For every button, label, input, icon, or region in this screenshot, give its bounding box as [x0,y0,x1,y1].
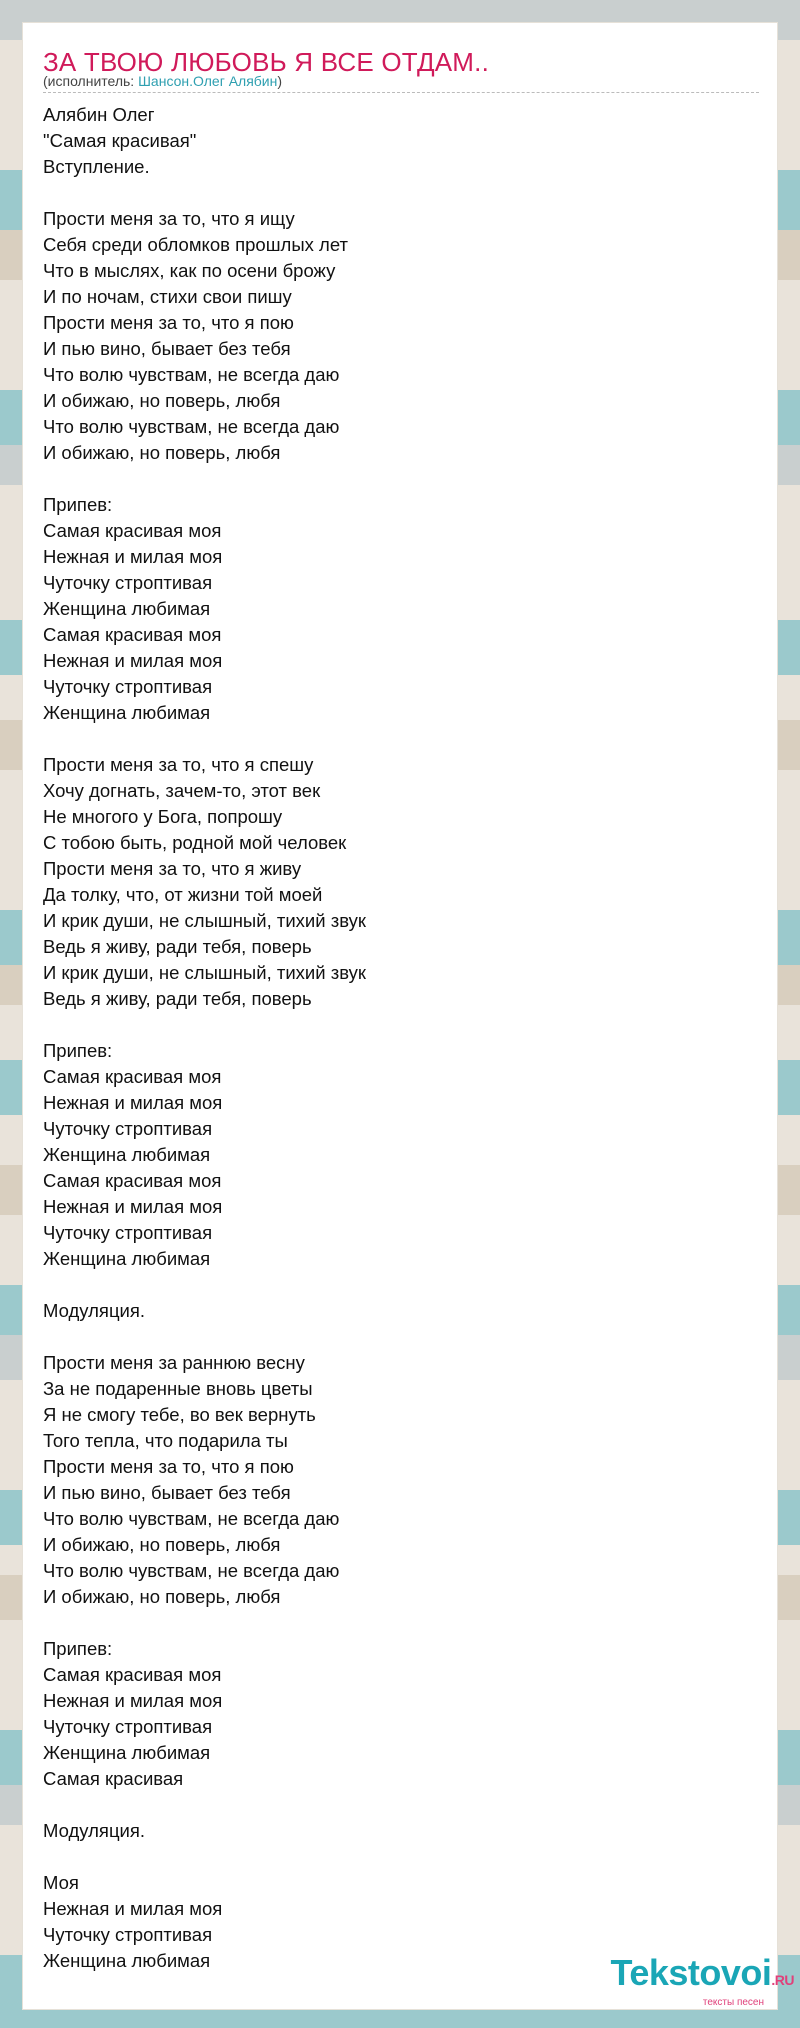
artist-suffix: ) [277,73,283,89]
lyric-line: Прости меня за то, что я живу [43,858,302,879]
lyric-line: И обижаю, но поверь, любя [43,1534,281,1555]
lyric-line: Прости меня за то, что я пою [43,312,294,333]
lyric-line: Ведь я живу, ради тебя, поверь [43,936,312,957]
lyric-line: Самая красивая моя [43,520,222,541]
lyric-line: Нежная и милая моя [43,650,223,671]
lyric-line: Прости меня за раннюю весну [43,1352,305,1373]
lyric-line [43,1324,759,1350]
lyric-line: Женщина любимая [43,598,211,619]
lyric-line: Того тепла, что подарила ты [43,1430,288,1451]
lyric-line: Ведь я живу, ради тебя, поверь [43,988,312,1009]
lyric-line: И обижаю, но поверь, любя [43,390,281,411]
lyric-line: Прости меня за то, что я пою [43,1456,294,1477]
lyric-line: Нежная и милая моя [43,1898,223,1919]
lyric-line: Что волю чувствам, не всегда даю [43,1560,340,1581]
lyric-line: Припев: [43,1040,113,1061]
lyrics-card [22,22,778,2010]
lyric-line: Чуточку строптивая [43,676,213,697]
lyric-line [43,466,759,492]
lyric-line [43,1012,759,1038]
lyric-line: Я не смогу тебе, во век вернуть [43,1404,316,1425]
lyric-line [43,180,759,206]
lyric-line: Чуточку строптивая [43,1222,213,1243]
lyric-line: Да толку, что, от жизни той моей [43,884,323,905]
lyric-line [43,1272,759,1298]
artist-line [43,73,282,89]
lyric-line: Самая красивая моя [43,1664,222,1685]
lyric-line: Моя [43,1872,79,1893]
lyric-line: И пью вино, бывает без тебя [43,1482,291,1503]
lyric-line: Алябин Олег [43,104,155,125]
title-divider [43,92,759,93]
lyric-line: Женщина любимая [43,1950,211,1971]
logo-tagline: тексты песен [702,1997,764,2008]
lyric-line: Нежная и милая моя [43,1690,223,1711]
lyric-line: И по ночам, стихи свои пишу [43,286,292,307]
lyric-line: Чуточку строптивая [43,1924,213,1945]
lyric-line: И крик души, не слышный, тихий звук [43,962,366,983]
logo-tld: .RU [771,1972,794,1988]
lyric-line: Нежная и милая моя [43,1196,223,1217]
song-title: ЗА ТВОЮ ЛЮБОВЬ Я ВСЕ ОТДАМ.. [43,47,490,77]
lyric-line [43,726,759,752]
lyric-line: Нежная и милая моя [43,546,223,567]
lyric-line: Что волю чувствам, не всегда даю [43,364,340,385]
lyric-line: Женщина любимая [43,1248,211,1269]
lyric-line: Чуточку строптивая [43,1716,213,1737]
lyric-line [43,1792,759,1818]
lyric-line: Вступление. [43,156,150,177]
lyric-line: Самая красивая моя [43,1170,222,1191]
logo-name: Tekstovoi [610,1952,772,1993]
lyric-line: Чуточку строптивая [43,1118,213,1139]
lyric-line: Хочу догнать, зачем-то, этот век [43,780,321,801]
lyric-line: Самая красивая [43,1768,184,1789]
lyric-line: Самая красивая моя [43,1066,222,1087]
lyric-line: С тобою быть, родной мой человек [43,832,347,853]
lyric-line: Прости меня за то, что я ищу [43,208,295,229]
lyric-line: Что волю чувствам, не всегда даю [43,1508,340,1529]
lyric-line: И обижаю, но поверь, любя [43,1586,281,1607]
lyric-line: Женщина любимая [43,702,211,723]
lyric-line: Припев: [43,494,113,515]
lyric-line: Прости меня за то, что я спешу [43,754,314,775]
lyric-line [43,1844,759,1870]
lyric-line: Женщина любимая [43,1742,211,1763]
lyric-line: Нежная и милая моя [43,1092,223,1113]
lyric-line: Чуточку строптивая [43,572,213,593]
lyric-line: За не подаренные вновь цветы [43,1378,313,1399]
lyric-line: Припев: [43,1638,113,1659]
lyric-line: И пью вино, бывает без тебя [43,338,291,359]
site-logo[interactable] [611,1954,795,2008]
lyric-line: Модуляция. [43,1300,146,1321]
lyric-line: Женщина любимая [43,1144,211,1165]
lyric-line: И обижаю, но поверь, любя [43,442,281,463]
lyrics-text [43,102,759,1974]
lyric-line: Что в мыслях, как по осени брожу [43,260,336,281]
lyric-line: Себя среди обломков прошлых лет [43,234,348,255]
lyric-line: "Самая красивая" [43,130,197,151]
lyric-line: Не многого у Бога, попрошу [43,806,283,827]
lyric-line: Что волю чувствам, не всегда даю [43,416,340,437]
lyric-line: Модуляция. [43,1820,146,1841]
artist-prefix: (исполнитель: [43,73,139,89]
lyric-line [43,1610,759,1636]
lyric-line: И крик души, не слышный, тихий звук [43,910,366,931]
lyric-line: Самая красивая моя [43,624,222,645]
artist-link[interactable]: Шансон.Олег Алябин [138,73,278,89]
